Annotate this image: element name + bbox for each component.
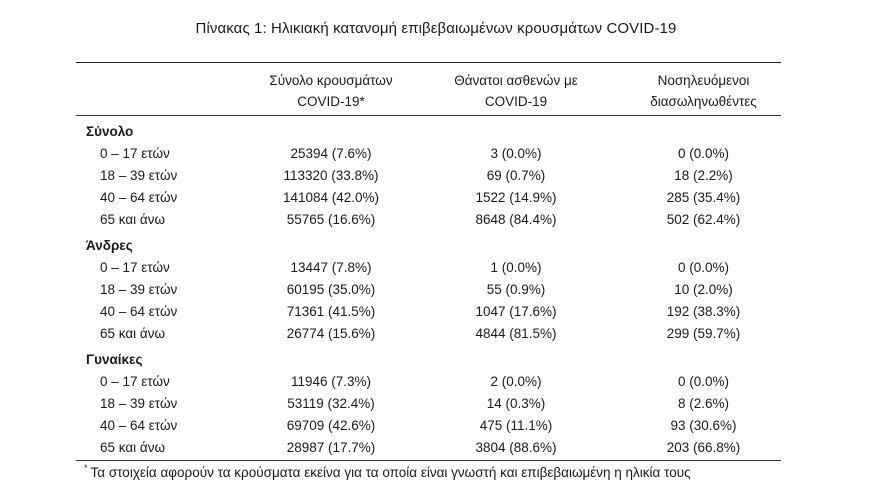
table-row	[76, 393, 781, 415]
cases-cell: 28987 (17.7%)	[286, 440, 376, 455]
intubated-cell: 18 (2.2%)	[674, 168, 733, 183]
age-cell: 65 και άνω	[100, 326, 166, 341]
age-cell: 0 – 17 ετών	[100, 374, 170, 389]
age-cell: 40 – 64 ετών	[100, 418, 178, 433]
age-distribution-table	[76, 62, 781, 461]
age-cell: 65 και άνω	[100, 440, 166, 455]
table-title: Πίνακας 1: Ηλικιακή κατανομή επιβεβαιωμένων κρουσμάτων COVID-19	[195, 20, 677, 37]
table-row	[76, 187, 781, 209]
header-intubated: Νοσηλευόμενοι διασωληνωθέντες	[650, 73, 757, 109]
footnote	[84, 463, 691, 480]
deaths-cell: 69 (0.7%)	[486, 168, 546, 183]
footnote-marker: *	[84, 463, 88, 473]
intubated-cell: 0 (0.0%)	[677, 260, 730, 275]
header-rule	[76, 115, 781, 116]
age-cell: 18 – 39 ετών	[100, 282, 178, 297]
intubated-cell: 203 (66.8%)	[666, 440, 741, 455]
age-cell: 0 – 17 ετών	[100, 260, 170, 275]
deaths-cell: 8648 (84.4%)	[475, 212, 557, 227]
deaths-cell: 1522 (14.9%)	[475, 190, 557, 205]
intubated-cell: 8 (2.6%)	[677, 396, 730, 411]
intubated-cell: 299 (59.7%)	[666, 326, 741, 341]
age-cell: 18 – 39 ετών	[100, 396, 178, 411]
cases-cell: 69709 (42.6%)	[286, 418, 376, 433]
table-row	[76, 323, 781, 345]
cases-cell: 25394 (7.6%)	[290, 146, 372, 161]
deaths-cell: 3804 (88.6%)	[475, 440, 557, 455]
cases-cell: 13447 (7.8%)	[290, 260, 372, 275]
group-label-women: Γυναίκες	[86, 352, 143, 367]
intubated-cell: 0 (0.0%)	[677, 374, 730, 389]
deaths-cell: 1047 (17.6%)	[475, 304, 557, 319]
cases-cell: 71361 (41.5%)	[286, 304, 376, 319]
table-row	[76, 415, 781, 437]
intubated-cell: 502 (62.4%)	[666, 212, 741, 227]
intubated-cell: 192 (38.3%)	[666, 304, 741, 319]
deaths-cell: 475 (11.1%)	[479, 418, 553, 433]
deaths-cell: 55 (0.9%)	[486, 282, 546, 297]
deaths-cell: 3 (0.0%)	[490, 146, 542, 161]
table-row	[76, 165, 781, 187]
intubated-cell: 10 (2.0%)	[674, 282, 733, 297]
cases-cell: 55765 (16.6%)	[286, 212, 376, 227]
cases-cell: 60195 (35.0%)	[286, 282, 376, 297]
intubated-cell: 0 (0.0%)	[677, 146, 730, 161]
intubated-cell: 93 (30.6%)	[670, 418, 737, 433]
footnote-text: Τα στοιχεία αφορούν τα κρούσματα εκείνα για τα οποία είναι γνωστή και επιβεβαιωμένη η ηλικία τους	[90, 465, 691, 480]
table-row	[76, 257, 781, 279]
age-cell: 40 – 64 ετών	[100, 304, 178, 319]
age-cell: 0 – 17 ετών	[100, 146, 170, 161]
header-deaths: Θάνατοι ασθενών με COVID-19	[454, 73, 578, 109]
bottom-rule	[76, 460, 781, 461]
cases-cell: 113320 (33.8%)	[283, 168, 379, 183]
cases-cell: 141084 (42.0%)	[282, 190, 380, 205]
cases-cell: 26774 (15.6%)	[286, 326, 376, 341]
header-row	[76, 63, 781, 115]
table-row	[76, 437, 781, 459]
deaths-cell: 1 (0.0%)	[490, 260, 542, 275]
header-total-cases: Σύνολο κρουσμάτων COVID-19*	[269, 73, 393, 109]
deaths-cell: 4844 (81.5%)	[475, 326, 557, 341]
group-label-total: Σύνολο	[86, 124, 134, 139]
deaths-cell: 2 (0.0%)	[490, 374, 542, 389]
group-label-men: Άνδρες	[86, 238, 133, 253]
cases-cell: 11946 (7.3%)	[290, 374, 372, 389]
age-cell: 18 – 39 ετών	[100, 168, 178, 183]
age-cell: 65 και άνω	[100, 212, 166, 227]
table-row	[76, 301, 781, 323]
age-cell: 40 – 64 ετών	[100, 190, 178, 205]
table-row	[76, 143, 781, 165]
table-row	[76, 371, 781, 393]
intubated-cell: 285 (35.4%)	[666, 190, 741, 205]
cases-cell: 53119 (32.4%)	[287, 396, 375, 411]
deaths-cell: 14 (0.3%)	[486, 396, 546, 411]
table-row	[76, 209, 781, 231]
table-row	[76, 279, 781, 301]
